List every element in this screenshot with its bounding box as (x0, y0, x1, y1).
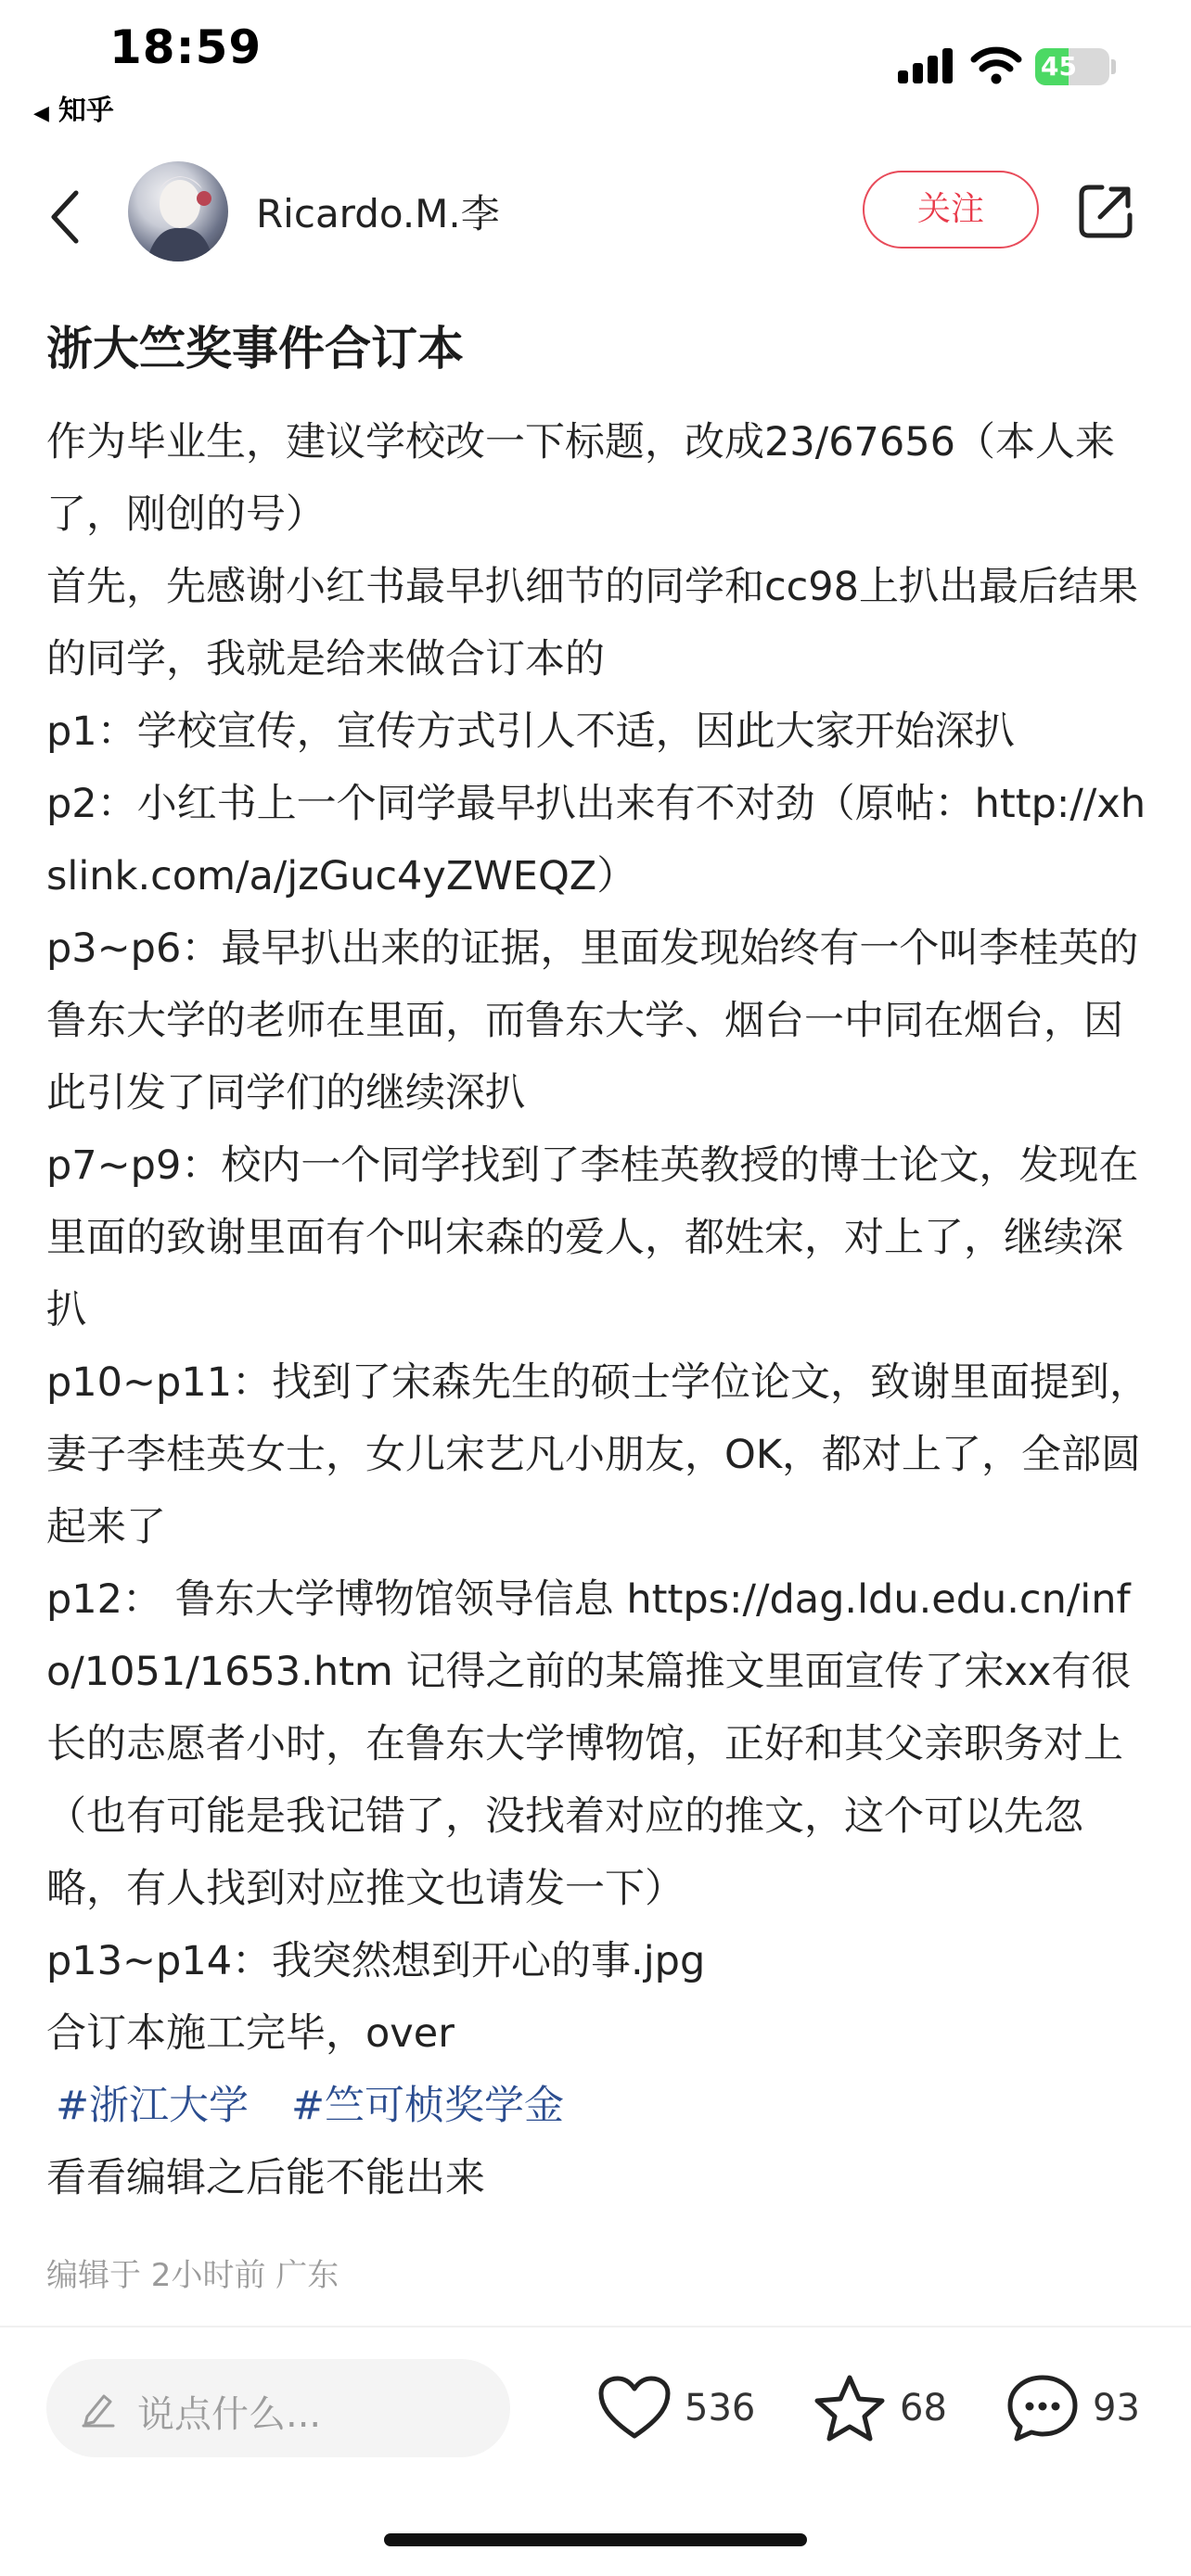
status-time: 18:59 (109, 20, 263, 74)
pencil-icon (80, 2389, 117, 2428)
home-indicator[interactable] (384, 2533, 807, 2546)
author-name[interactable]: Ricardo.M.李 (256, 191, 500, 236)
post-paragraph: 合订本施工完毕，over (46, 2010, 455, 2057)
post-paragraph: p2：小红书上一个同学最早扒出来有不对劲（原帖：http://xhslink.com/a/jzGuc4yZWEQZ） (46, 781, 1146, 899)
tag-link[interactable]: #竺可桢奖学金 (291, 2083, 565, 2129)
heart-icon (597, 2375, 672, 2442)
tag-list (46, 2070, 1150, 2142)
comment-input[interactable] (46, 2359, 510, 2457)
back-app-label: 知乎 (58, 95, 114, 127)
post-paragraph: p1：学校宣传，宣传方式引人不适，因此大家开始深扒 (46, 708, 1015, 755)
post-paragraph: p3~p6：最早扒出来的证据，里面发现始终有一个叫李桂英的鲁东大学的老师在里面，而鲁东大学、烟台一中同在烟台，因此引发了同学们的继续深扒 (46, 925, 1139, 1116)
post-paragraph: p10~p11：找到了宋森先生的硕士学位论文，致谢里面提到，妻子李桂英女士，女儿宋艺凡小朋友，OK，都对上了，全部圆起来了 (46, 1359, 1150, 1550)
post-paragraph: p12： 鲁东大学博物馆领导信息 https://dag.ldu.edu.cn/info/1051/1653.htm 记得之前的某篇推文里面宣传了宋xx有很长的志愿者小时，在鲁东大学博物馆，正好和其父亲职务对上（也有可能是我记错了，没找着对应的推文，这个可以先忽略，有人找到对应推文也请发一下） (46, 1576, 1132, 1912)
back-to-app-link[interactable] (33, 87, 114, 128)
share-icon[interactable] (1076, 182, 1135, 241)
post-paragraph: 作为毕业生，建议学校改一下标题，改成23/67656（本人来了，刚创的号） (46, 419, 1115, 538)
avatar-image (128, 161, 228, 261)
comment-placeholder: 说点什么... (137, 2393, 322, 2436)
favorite-count: 68 (900, 2387, 947, 2429)
post-title: 浙大竺奖事件合订本 (46, 322, 464, 376)
avatar[interactable] (128, 161, 228, 261)
back-arrow-icon[interactable] (45, 187, 85, 247)
post-content (46, 315, 1150, 2295)
signal-icon (898, 46, 954, 83)
post-paragraph: 首先，先感谢小红书最早扒细节的同学和cc98上扒出最后结果的同学，我就是给来做合订本的 (46, 564, 1138, 682)
follow-button[interactable]: 关注 (863, 171, 1039, 249)
back-triangle-icon: ◀ (33, 102, 49, 125)
battery-percent: 45 (1041, 51, 1077, 82)
post-paragraph: p7~p9：校内一个同学找到了李桂英教授的博士论文，发现在里面的致谢里面有个叫宋森的爱人，都姓宋，对上了，继续深扒 (46, 1142, 1139, 1333)
edit-info: 编辑于 2小时前 广东 (46, 2257, 339, 2294)
post-paragraph: p13~p14：我突然想到开心的事.jpg (46, 1938, 706, 1984)
status-bar (0, 0, 1191, 130)
post-closing: 看看编辑之后能不能出来 (46, 2155, 485, 2201)
like-button[interactable] (597, 2368, 755, 2448)
star-icon (813, 2373, 887, 2443)
bottom-action-bar (0, 2355, 1191, 2467)
favorite-button[interactable] (813, 2368, 947, 2448)
post-header (0, 148, 1191, 278)
divider (0, 2326, 1191, 2327)
comment-button[interactable] (1005, 2368, 1140, 2448)
comment-count: 93 (1093, 2387, 1140, 2429)
tag-link[interactable]: #浙江大学 (56, 2083, 250, 2129)
like-count: 536 (685, 2387, 756, 2429)
wifi-icon (970, 45, 1022, 85)
comment-bubble-icon (1005, 2372, 1080, 2444)
battery-icon (1035, 48, 1109, 85)
battery-nub (1111, 59, 1116, 74)
